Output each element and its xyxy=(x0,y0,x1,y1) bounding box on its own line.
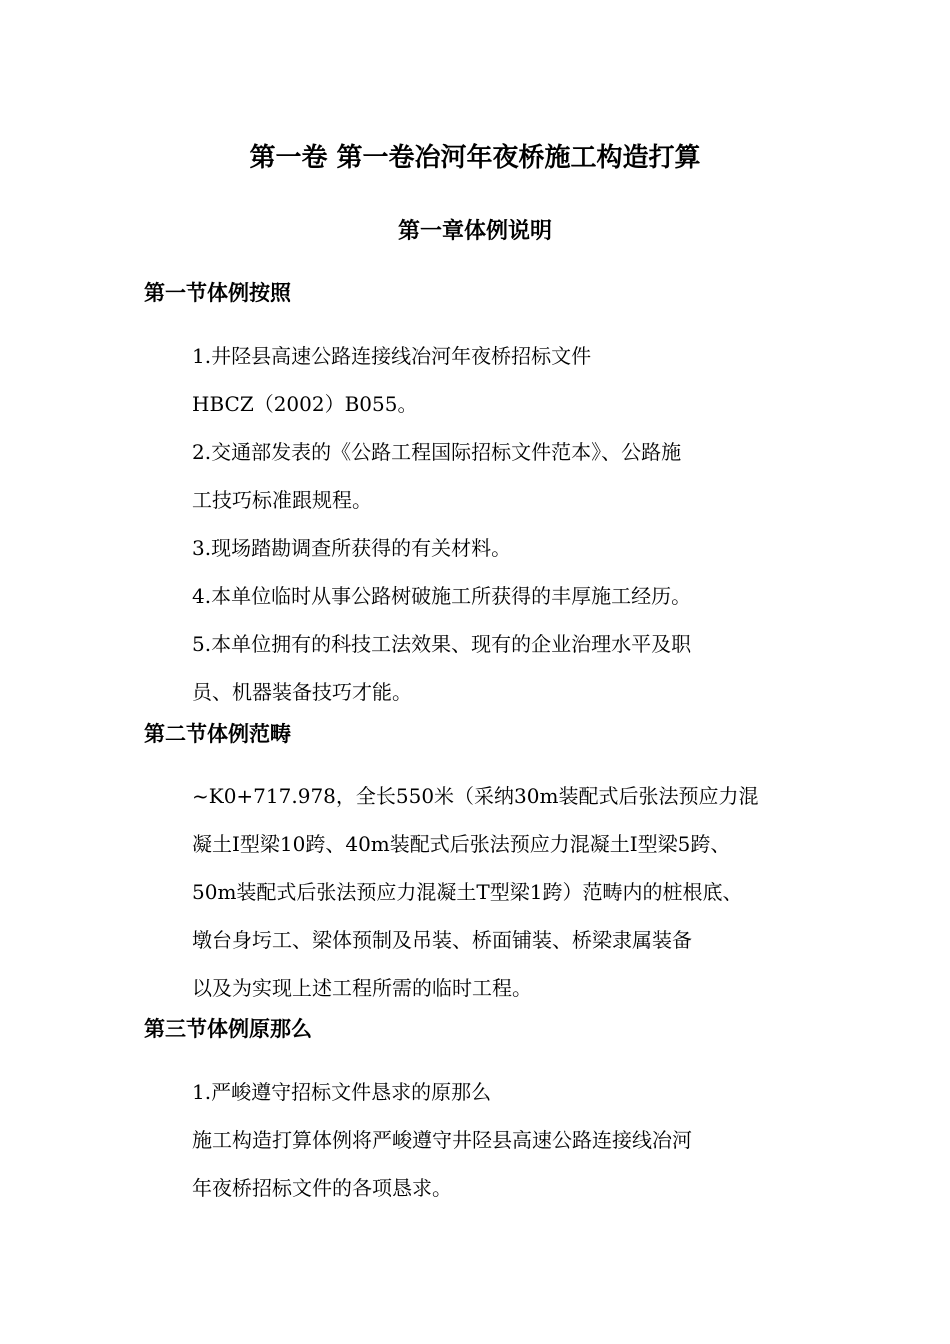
body-line: 工技巧标准跟规程。 xyxy=(192,488,372,512)
body-line: HBCZ（2002）B055。 xyxy=(192,392,418,416)
body-line: 1.井陉县高速公路连接线冶河年夜桥招标文件 xyxy=(192,344,592,368)
section-heading: 第三节体例原那么 xyxy=(144,1017,312,1041)
body-line: 凝土I型梁10跨、40m装配式后张法预应力混凝土I型梁5跨、 xyxy=(192,832,731,856)
body-line: 5.本单位拥有的科技工法效果、现有的企业治理水平及职 xyxy=(192,632,692,656)
section-heading: 第一节体例按照 xyxy=(144,281,291,305)
body-line: 以及为实现上述工程所需的临时工程。 xyxy=(192,976,532,1000)
chapter-heading: 第一章体例说明 xyxy=(397,219,552,244)
body-line: 员、机器装备技巧才能。 xyxy=(192,680,412,704)
body-line: 50m装配式后张法预应力混凝土T型梁1跨）范畴内的桩根底、 xyxy=(192,880,743,904)
body-line: 年夜桥招标文件的各项恳求。 xyxy=(192,1176,452,1200)
section-heading: 第二节体例范畴 xyxy=(144,722,291,746)
body-line: 墩台身圬工、梁体预制及吊装、桥面铺装、桥梁隶属装备 xyxy=(192,928,692,952)
body-line: ~K0+717.978，全长550米（采纳30m装配式后张法预应力混 xyxy=(192,784,759,808)
body-line: 1.严峻遵守招标文件恳求的原那么 xyxy=(192,1080,492,1104)
volume-title: 第一卷 第一卷冶河年夜桥施工构造打算 xyxy=(249,143,701,173)
body-line: 施工构造打算体例将严峻遵守井陉县高速公路连接线冶河 xyxy=(192,1128,692,1152)
body-line: 3.现场踏勘调查所获得的有关材料。 xyxy=(192,536,512,560)
body-line: 4.本单位临时从事公路树破施工所获得的丰厚施工经历。 xyxy=(192,584,692,608)
body-line: 2.交通部发表的《公路工程国际招标文件范本》、公路施 xyxy=(192,440,682,464)
